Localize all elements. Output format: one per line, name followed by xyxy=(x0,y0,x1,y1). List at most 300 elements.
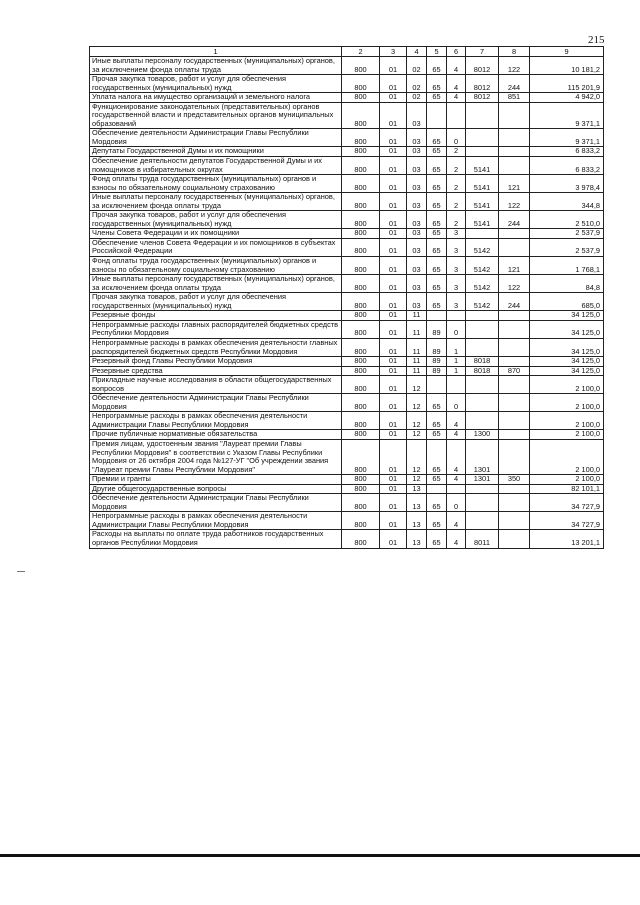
cell-subprogram: 3 xyxy=(447,275,466,293)
cell-target-article: 5141 xyxy=(466,211,499,229)
header-col-6: 6 xyxy=(447,47,466,57)
cell-name: Прочая закупка товаров, работ и услуг для обеспечения государственных (муниципальных) нужд xyxy=(90,211,342,229)
cell-expense-type: 121 xyxy=(499,257,530,275)
cell-amount: 82 101,1 xyxy=(530,484,604,494)
cell-name: Иные выплаты персоналу государственных (муниципальных) органов, за исключением фонда оплаты труда xyxy=(90,193,342,211)
cell-subsection: 12 xyxy=(407,412,427,430)
cell-section: 01 xyxy=(380,293,407,311)
cell-admin-code: 800 xyxy=(342,439,380,474)
cell-amount: 6 833,2 xyxy=(530,157,604,175)
table-row xyxy=(90,320,604,338)
cell-subprogram: 3 xyxy=(447,238,466,256)
table-row xyxy=(90,229,604,239)
cell-section: 01 xyxy=(380,530,407,548)
cell-amount: 2 100,0 xyxy=(530,430,604,440)
cell-amount: 2 100,0 xyxy=(530,475,604,485)
cell-target-article xyxy=(466,512,499,530)
table-row xyxy=(90,211,604,229)
cell-amount: 115 201,9 xyxy=(530,75,604,93)
cell-expense-type xyxy=(499,357,530,367)
cell-name: Фонд оплаты труда государственных (муниципальных) органов и взносы по обязательному социальному страхованию xyxy=(90,175,342,193)
cell-admin-code: 800 xyxy=(342,275,380,293)
cell-program: 65 xyxy=(427,75,447,93)
cell-admin-code: 800 xyxy=(342,366,380,376)
bottom-rule xyxy=(0,854,640,857)
header-col-1: 1 xyxy=(90,47,342,57)
cell-subsection: 11 xyxy=(407,320,427,338)
cell-program: 89 xyxy=(427,366,447,376)
header-col-3: 3 xyxy=(380,47,407,57)
header-row xyxy=(90,47,604,57)
cell-subprogram: 3 xyxy=(447,293,466,311)
cell-subprogram: 4 xyxy=(447,475,466,485)
cell-subprogram: 2 xyxy=(447,157,466,175)
cell-expense-type: 350 xyxy=(499,475,530,485)
cell-program: 89 xyxy=(427,320,447,338)
cell-target-article: 8018 xyxy=(466,357,499,367)
cell-expense-type xyxy=(499,147,530,157)
cell-target-article: 5142 xyxy=(466,275,499,293)
cell-program: 65 xyxy=(427,439,447,474)
cell-subprogram: 4 xyxy=(447,530,466,548)
cell-admin-code: 800 xyxy=(342,229,380,239)
cell-subsection: 12 xyxy=(407,475,427,485)
cell-program: 65 xyxy=(427,175,447,193)
cell-amount: 2 100,0 xyxy=(530,412,604,430)
table-row xyxy=(90,257,604,275)
cell-section: 01 xyxy=(380,211,407,229)
table-row xyxy=(90,275,604,293)
cell-target-article: 1301 xyxy=(466,439,499,474)
cell-subprogram: 2 xyxy=(447,193,466,211)
table-row xyxy=(90,175,604,193)
cell-section: 01 xyxy=(380,394,407,412)
cell-amount: 2 100,0 xyxy=(530,439,604,474)
cell-subprogram: 0 xyxy=(447,320,466,338)
cell-program: 65 xyxy=(427,530,447,548)
cell-subsection: 03 xyxy=(407,129,427,147)
cell-subsection: 12 xyxy=(407,430,427,440)
cell-subprogram xyxy=(447,376,466,394)
cell-target-article xyxy=(466,494,499,512)
cell-subsection: 13 xyxy=(407,484,427,494)
cell-amount: 3 978,4 xyxy=(530,175,604,193)
cell-program: 65 xyxy=(427,157,447,175)
cell-subsection: 12 xyxy=(407,394,427,412)
cell-subprogram: 4 xyxy=(447,93,466,103)
cell-section: 01 xyxy=(380,93,407,103)
cell-name: Депутаты Государственной Думы и их помощники xyxy=(90,147,342,157)
cell-target-article xyxy=(466,102,499,129)
table-row xyxy=(90,75,604,93)
cell-program: 65 xyxy=(427,57,447,75)
table-row xyxy=(90,129,604,147)
cell-subsection: 03 xyxy=(407,275,427,293)
cell-target-article xyxy=(466,338,499,356)
table-row xyxy=(90,311,604,321)
cell-program xyxy=(427,484,447,494)
cell-amount: 2 100,0 xyxy=(530,394,604,412)
cell-expense-type: 244 xyxy=(499,75,530,93)
cell-expense-type xyxy=(499,157,530,175)
cell-subsection: 02 xyxy=(407,75,427,93)
cell-expense-type xyxy=(499,494,530,512)
cell-amount: 13 201,1 xyxy=(530,530,604,548)
cell-program: 65 xyxy=(427,512,447,530)
cell-admin-code: 800 xyxy=(342,257,380,275)
cell-admin-code: 800 xyxy=(342,357,380,367)
cell-admin-code: 800 xyxy=(342,75,380,93)
cell-name: Обеспечение деятельности Администрации Главы Республики Мордовия xyxy=(90,129,342,147)
cell-amount: 34 125,0 xyxy=(530,357,604,367)
cell-admin-code: 800 xyxy=(342,320,380,338)
cell-target-article: 8011 xyxy=(466,530,499,548)
cell-section: 01 xyxy=(380,484,407,494)
cell-section: 01 xyxy=(380,147,407,157)
cell-amount: 2 537,9 xyxy=(530,238,604,256)
table-row xyxy=(90,93,604,103)
cell-program: 65 xyxy=(427,412,447,430)
cell-target-article: 5142 xyxy=(466,293,499,311)
cell-subsection: 03 xyxy=(407,229,427,239)
cell-subprogram: 1 xyxy=(447,366,466,376)
cell-amount: 34 727,9 xyxy=(530,512,604,530)
cell-admin-code: 800 xyxy=(342,412,380,430)
cell-subsection: 12 xyxy=(407,439,427,474)
cell-admin-code: 800 xyxy=(342,175,380,193)
cell-target-article xyxy=(466,320,499,338)
cell-admin-code: 800 xyxy=(342,430,380,440)
cell-subsection: 03 xyxy=(407,293,427,311)
cell-admin-code: 800 xyxy=(342,211,380,229)
cell-amount: 6 833,2 xyxy=(530,147,604,157)
cell-program: 65 xyxy=(427,394,447,412)
cell-program: 65 xyxy=(427,238,447,256)
cell-target-article xyxy=(466,311,499,321)
cell-name: Премия лицам, удостоенным звания "Лауреат премии Главы Республики Мордовия" в соответствии с Указом Главы Республики Мордовия от 26 октября 2004 года №127-УГ "Об учреждении звания "Лауреат премии Главы Республики Мордовия" xyxy=(90,439,342,474)
table-row xyxy=(90,293,604,311)
cell-admin-code: 800 xyxy=(342,530,380,548)
cell-subprogram: 2 xyxy=(447,175,466,193)
cell-subprogram: 4 xyxy=(447,75,466,93)
cell-section: 01 xyxy=(380,412,407,430)
cell-subsection: 03 xyxy=(407,102,427,129)
cell-target-article: 5142 xyxy=(466,238,499,256)
cell-target-article: 8012 xyxy=(466,93,499,103)
cell-name: Резервные средства xyxy=(90,366,342,376)
cell-subsection: 13 xyxy=(407,512,427,530)
cell-section: 01 xyxy=(380,311,407,321)
cell-amount: 84,8 xyxy=(530,275,604,293)
cell-expense-type: 122 xyxy=(499,57,530,75)
cell-admin-code: 800 xyxy=(342,93,380,103)
cell-expense-type xyxy=(499,338,530,356)
cell-name: Фонд оплаты труда государственных (муниципальных) органов и взносы по обязательному социальному страхованию xyxy=(90,257,342,275)
cell-subprogram: 4 xyxy=(447,439,466,474)
cell-subprogram: 1 xyxy=(447,338,466,356)
cell-target-article: 8012 xyxy=(466,57,499,75)
cell-program: 65 xyxy=(427,293,447,311)
cell-target-article: 8012 xyxy=(466,75,499,93)
cell-name: Иные выплаты персоналу государственных (муниципальных) органов, за исключением фонда оплаты труда xyxy=(90,275,342,293)
header-col-2: 2 xyxy=(342,47,380,57)
cell-target-article: 8018 xyxy=(466,366,499,376)
cell-subsection: 03 xyxy=(407,193,427,211)
table-row xyxy=(90,530,604,548)
budget-table xyxy=(89,46,604,549)
cell-subprogram: 0 xyxy=(447,394,466,412)
cell-subsection: 02 xyxy=(407,93,427,103)
cell-expense-type xyxy=(499,512,530,530)
cell-amount: 34 125,0 xyxy=(530,338,604,356)
cell-section: 01 xyxy=(380,102,407,129)
cell-section: 01 xyxy=(380,512,407,530)
table-row xyxy=(90,193,604,211)
cell-section: 01 xyxy=(380,366,407,376)
cell-admin-code: 800 xyxy=(342,311,380,321)
cell-amount: 685,0 xyxy=(530,293,604,311)
cell-name: Непрограммные расходы в рамках обеспечения деятельности Администрации Главы Республики Мордовия xyxy=(90,412,342,430)
cell-subprogram xyxy=(447,102,466,129)
cell-expense-type xyxy=(499,484,530,494)
cell-program: 65 xyxy=(427,257,447,275)
cell-program: 65 xyxy=(427,494,447,512)
header-col-9: 9 xyxy=(530,47,604,57)
cell-section: 01 xyxy=(380,157,407,175)
cell-subprogram: 4 xyxy=(447,512,466,530)
cell-name: Непрограммные расходы главных распорядителей бюджетных средств Республики Мордовия xyxy=(90,320,342,338)
table-row xyxy=(90,238,604,256)
header-col-4: 4 xyxy=(407,47,427,57)
cell-amount: 34 727,9 xyxy=(530,494,604,512)
cell-name: Другие общегосударственные вопросы xyxy=(90,484,342,494)
cell-target-article xyxy=(466,129,499,147)
cell-program: 65 xyxy=(427,211,447,229)
cell-program: 65 xyxy=(427,275,447,293)
cell-section: 01 xyxy=(380,320,407,338)
cell-name: Обеспечение деятельности депутатов Государственной Думы и их помощников в избирательных округах xyxy=(90,157,342,175)
header-col-8: 8 xyxy=(499,47,530,57)
cell-subprogram: 1 xyxy=(447,357,466,367)
cell-section: 01 xyxy=(380,376,407,394)
table-row xyxy=(90,394,604,412)
cell-name: Непрограммные расходы в рамках обеспечения деятельности Администрации Главы Республики Мордовия xyxy=(90,512,342,530)
cell-amount: 34 125,0 xyxy=(530,320,604,338)
cell-subprogram xyxy=(447,311,466,321)
cell-section: 01 xyxy=(380,175,407,193)
cell-subsection: 03 xyxy=(407,238,427,256)
cell-section: 01 xyxy=(380,439,407,474)
cell-target-article xyxy=(466,394,499,412)
cell-section: 01 xyxy=(380,494,407,512)
cell-expense-type xyxy=(499,439,530,474)
cell-program: 65 xyxy=(427,430,447,440)
cell-target-article: 1300 xyxy=(466,430,499,440)
cell-expense-type xyxy=(499,102,530,129)
cell-amount: 34 125,0 xyxy=(530,366,604,376)
cell-name: Непрограммные расходы в рамках обеспечения деятельности главных распорядителей бюджетных средств Республики Мордовия xyxy=(90,338,342,356)
cell-target-article: 5141 xyxy=(466,157,499,175)
cell-name: Прочая закупка товаров, работ и услуг для обеспечения государственных (муниципальных) нужд xyxy=(90,293,342,311)
cell-amount: 2 537,9 xyxy=(530,229,604,239)
cell-target-article xyxy=(466,147,499,157)
cell-name: Обеспечение членов Совета Федерации и их помощников в субъектах Российской Федерации xyxy=(90,238,342,256)
cell-admin-code: 800 xyxy=(342,494,380,512)
cell-subprogram: 4 xyxy=(447,430,466,440)
cell-name: Прочая закупка товаров, работ и услуг для обеспечения государственных (муниципальных) нужд xyxy=(90,75,342,93)
cell-admin-code: 800 xyxy=(342,129,380,147)
cell-subsection: 11 xyxy=(407,311,427,321)
header-col-7: 7 xyxy=(466,47,499,57)
cell-target-article xyxy=(466,484,499,494)
cell-name: Иные выплаты персоналу государственных (муниципальных) органов, за исключением фонда оплаты труда xyxy=(90,57,342,75)
cell-admin-code: 800 xyxy=(342,376,380,394)
header-col-5: 5 xyxy=(427,47,447,57)
cell-expense-type xyxy=(499,320,530,338)
cell-section: 01 xyxy=(380,257,407,275)
cell-section: 01 xyxy=(380,357,407,367)
cell-amount: 2 510,0 xyxy=(530,211,604,229)
cell-program: 65 xyxy=(427,229,447,239)
cell-expense-type xyxy=(499,376,530,394)
table-row xyxy=(90,494,604,512)
cell-subsection: 03 xyxy=(407,211,427,229)
table-row xyxy=(90,412,604,430)
cell-program: 65 xyxy=(427,475,447,485)
cell-name: Прикладные научные исследования в области общегосударственных вопросов xyxy=(90,376,342,394)
cell-amount: 4 942,0 xyxy=(530,93,604,103)
cell-admin-code: 800 xyxy=(342,338,380,356)
cell-subsection: 03 xyxy=(407,157,427,175)
cell-section: 01 xyxy=(380,193,407,211)
cell-admin-code: 800 xyxy=(342,512,380,530)
cell-amount: 34 125,0 xyxy=(530,311,604,321)
cell-program: 65 xyxy=(427,193,447,211)
cell-subprogram: 4 xyxy=(447,412,466,430)
cell-expense-type: 121 xyxy=(499,175,530,193)
cell-subsection: 13 xyxy=(407,494,427,512)
table-row xyxy=(90,475,604,485)
cell-subsection: 11 xyxy=(407,366,427,376)
cell-name: Члены Совета Федерации и их помощники xyxy=(90,229,342,239)
cell-amount: 9 371,1 xyxy=(530,129,604,147)
table-row xyxy=(90,338,604,356)
budget-table-body xyxy=(90,57,604,549)
cell-name: Расходы на выплаты по оплате труда работников государственных органов Республики Мордовия xyxy=(90,530,342,548)
cell-program: 89 xyxy=(427,357,447,367)
cell-expense-type: 870 xyxy=(499,366,530,376)
cell-expense-type: 851 xyxy=(499,93,530,103)
cell-target-article xyxy=(466,412,499,430)
cell-admin-code: 800 xyxy=(342,475,380,485)
cell-expense-type xyxy=(499,412,530,430)
cell-subprogram: 3 xyxy=(447,257,466,275)
cell-section: 01 xyxy=(380,475,407,485)
cell-subprogram: 0 xyxy=(447,129,466,147)
page-number: 215 xyxy=(588,34,605,46)
cell-name: Резервный фонд Главы Республики Мордовия xyxy=(90,357,342,367)
cell-subsection: 03 xyxy=(407,147,427,157)
cell-expense-type xyxy=(499,430,530,440)
cell-name: Обеспечение деятельности Администрации Главы Республики Мордовия xyxy=(90,494,342,512)
cell-name: Обеспечение деятельности Администрации Главы Республики Мордовия xyxy=(90,394,342,412)
cell-subsection: 12 xyxy=(407,376,427,394)
cell-subsection: 03 xyxy=(407,257,427,275)
cell-subsection: 13 xyxy=(407,530,427,548)
cell-expense-type xyxy=(499,311,530,321)
cell-subsection: 02 xyxy=(407,57,427,75)
table-row xyxy=(90,102,604,129)
table-row xyxy=(90,357,604,367)
cell-section: 01 xyxy=(380,75,407,93)
cell-admin-code: 800 xyxy=(342,57,380,75)
cell-target-article xyxy=(466,376,499,394)
cell-expense-type xyxy=(499,530,530,548)
cell-target-article: 5141 xyxy=(466,175,499,193)
cell-expense-type: 244 xyxy=(499,211,530,229)
cell-amount: 2 100,0 xyxy=(530,376,604,394)
cell-program xyxy=(427,311,447,321)
cell-program: 65 xyxy=(427,129,447,147)
cell-expense-type: 122 xyxy=(499,275,530,293)
cell-program xyxy=(427,376,447,394)
table-row xyxy=(90,439,604,474)
cell-section: 01 xyxy=(380,57,407,75)
cell-amount: 1 768,1 xyxy=(530,257,604,275)
table-row xyxy=(90,57,604,75)
cell-subprogram: 3 xyxy=(447,229,466,239)
cell-admin-code: 800 xyxy=(342,484,380,494)
cell-expense-type: 244 xyxy=(499,293,530,311)
cell-section: 01 xyxy=(380,229,407,239)
cell-name: Уплата налога на имущество организаций и земельного налога xyxy=(90,93,342,103)
cell-section: 01 xyxy=(380,338,407,356)
cell-expense-type xyxy=(499,129,530,147)
cell-program: 65 xyxy=(427,93,447,103)
cell-name: Прочие публичные нормативные обязательства xyxy=(90,430,342,440)
cell-program xyxy=(427,102,447,129)
cell-subprogram: 2 xyxy=(447,211,466,229)
cell-expense-type xyxy=(499,394,530,412)
cell-subprogram xyxy=(447,484,466,494)
cell-amount: 9 371,1 xyxy=(530,102,604,129)
margin-mark xyxy=(17,571,25,572)
cell-section: 01 xyxy=(380,129,407,147)
cell-name: Премии и гранты xyxy=(90,475,342,485)
table-row xyxy=(90,376,604,394)
cell-admin-code: 800 xyxy=(342,293,380,311)
cell-section: 01 xyxy=(380,430,407,440)
cell-subprogram: 0 xyxy=(447,494,466,512)
cell-admin-code: 800 xyxy=(342,193,380,211)
cell-admin-code: 800 xyxy=(342,238,380,256)
cell-admin-code: 800 xyxy=(342,147,380,157)
cell-amount: 344,8 xyxy=(530,193,604,211)
cell-admin-code: 800 xyxy=(342,394,380,412)
cell-amount: 10 181,2 xyxy=(530,57,604,75)
cell-expense-type xyxy=(499,238,530,256)
cell-subsection: 11 xyxy=(407,338,427,356)
cell-section: 01 xyxy=(380,238,407,256)
cell-expense-type xyxy=(499,229,530,239)
cell-name: Функционирование законодательных (представительных) органов государственной власти и представительных органов муниципальных образований xyxy=(90,102,342,129)
cell-expense-type: 122 xyxy=(499,193,530,211)
cell-target-article: 5142 xyxy=(466,257,499,275)
cell-target-article: 1301 xyxy=(466,475,499,485)
cell-section: 01 xyxy=(380,275,407,293)
cell-target-article: 5141 xyxy=(466,193,499,211)
cell-subsection: 11 xyxy=(407,357,427,367)
